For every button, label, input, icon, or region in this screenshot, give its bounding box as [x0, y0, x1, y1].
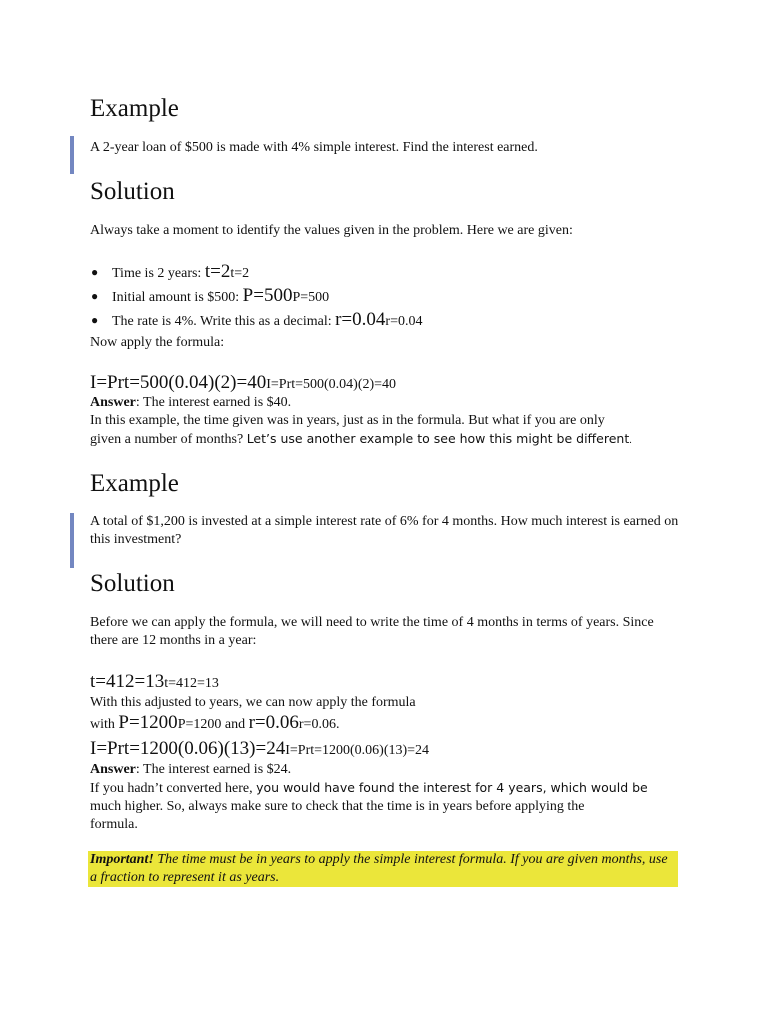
math-large: t=412=13	[90, 671, 165, 692]
math-small: I=Prt=1200(0.06)(13)=24	[285, 743, 430, 758]
math-large: I=Prt=500(0.04)(2)=40	[90, 372, 267, 393]
math-large: I=Prt=1200(0.06)(13)=24	[90, 738, 286, 759]
example-2-heading: Example	[90, 470, 179, 497]
followup-line-2: given a number of months? Let’s use another example to see how this might be different.	[90, 431, 632, 447]
bullet-icon: ●	[91, 289, 99, 303]
quote-bar	[70, 513, 74, 568]
formula-2	[90, 737, 429, 763]
answer-text: : The interest earned is $40.	[135, 395, 292, 410]
note-label: Important!	[90, 852, 154, 867]
math-small: r=0.04	[385, 314, 423, 329]
list-item	[91, 308, 423, 332]
list-item	[91, 284, 422, 308]
answer-text: : The interest earned is $24.	[135, 762, 292, 777]
math-small: P=1200	[177, 717, 222, 732]
closing-paragraph	[90, 779, 680, 834]
note-text: The time must be in years to apply the simple interest formula. If you are given months, use a fraction to represent it as years.	[90, 852, 668, 885]
math-large: P=500	[242, 285, 293, 306]
followup-paragraph	[90, 412, 680, 450]
followup-line-1: In this example, the time given was in years, just as in the formula. But what if you are only	[90, 413, 605, 428]
bullet-text: Time is 2 years:	[112, 266, 205, 281]
math-small: t=412=13	[164, 676, 219, 691]
answer-label: Answer	[90, 395, 136, 410]
important-note	[88, 851, 678, 887]
and-label: and	[221, 717, 249, 732]
time-conversion	[90, 670, 219, 696]
bullet-icon: ●	[91, 265, 99, 279]
bullet-icon: ●	[91, 313, 99, 327]
closing-line-3: formula.	[90, 817, 138, 832]
math-large: r=0.06	[248, 712, 299, 733]
math-small: t=2	[230, 266, 250, 281]
with-values-line	[90, 711, 339, 737]
math-small: I=Prt=500(0.04)(2)=40	[266, 377, 397, 392]
solution-1-intro: Always take a moment to identify the values given in the problem. Here we are given:	[90, 223, 573, 238]
answer-1	[90, 394, 680, 412]
math-large: P=1200	[118, 712, 178, 733]
example-1-heading: Example	[90, 95, 179, 122]
math-large: r=0.04	[335, 309, 386, 330]
closing-line-2: much higher. So, always make sure to check that the time is in years before applying the	[90, 799, 585, 814]
quote-bar	[70, 136, 74, 174]
apply-formula-text: Now apply the formula:	[90, 335, 225, 350]
closing-line-1: If you hadn’t converted here, you would have found the interest for 4 years, which would be	[90, 780, 648, 796]
adjusted-text: With this adjusted to years, we can now apply the formula	[90, 695, 416, 710]
example-1-problem: A 2-year loan of $500 is made with 4% simple interest. Find the interest earned.	[90, 140, 538, 155]
math-small: P=500	[292, 290, 330, 305]
solution-2-intro: Before we can apply the formula, we will need to write the time of 4 months in terms of years. Since there are 12 months in a year:	[90, 615, 654, 648]
answer-2	[90, 761, 680, 779]
math-small: r=0.06.	[298, 717, 340, 732]
given-values-list	[91, 260, 423, 332]
math-large: t=2	[204, 261, 231, 282]
answer-label: Answer	[90, 762, 136, 777]
solution-2-heading: Solution	[90, 570, 175, 597]
with-label: with	[90, 717, 119, 732]
example-2-problem: A total of $1,200 is invested at a simple interest rate of 6% for 4 months. How much interest is earned on this investment?	[90, 514, 679, 547]
bullet-text: Initial amount is $500:	[112, 290, 243, 305]
solution-1-heading: Solution	[90, 178, 175, 205]
list-item	[91, 260, 422, 284]
bullet-text: The rate is 4%. Write this as a decimal:	[112, 314, 336, 329]
